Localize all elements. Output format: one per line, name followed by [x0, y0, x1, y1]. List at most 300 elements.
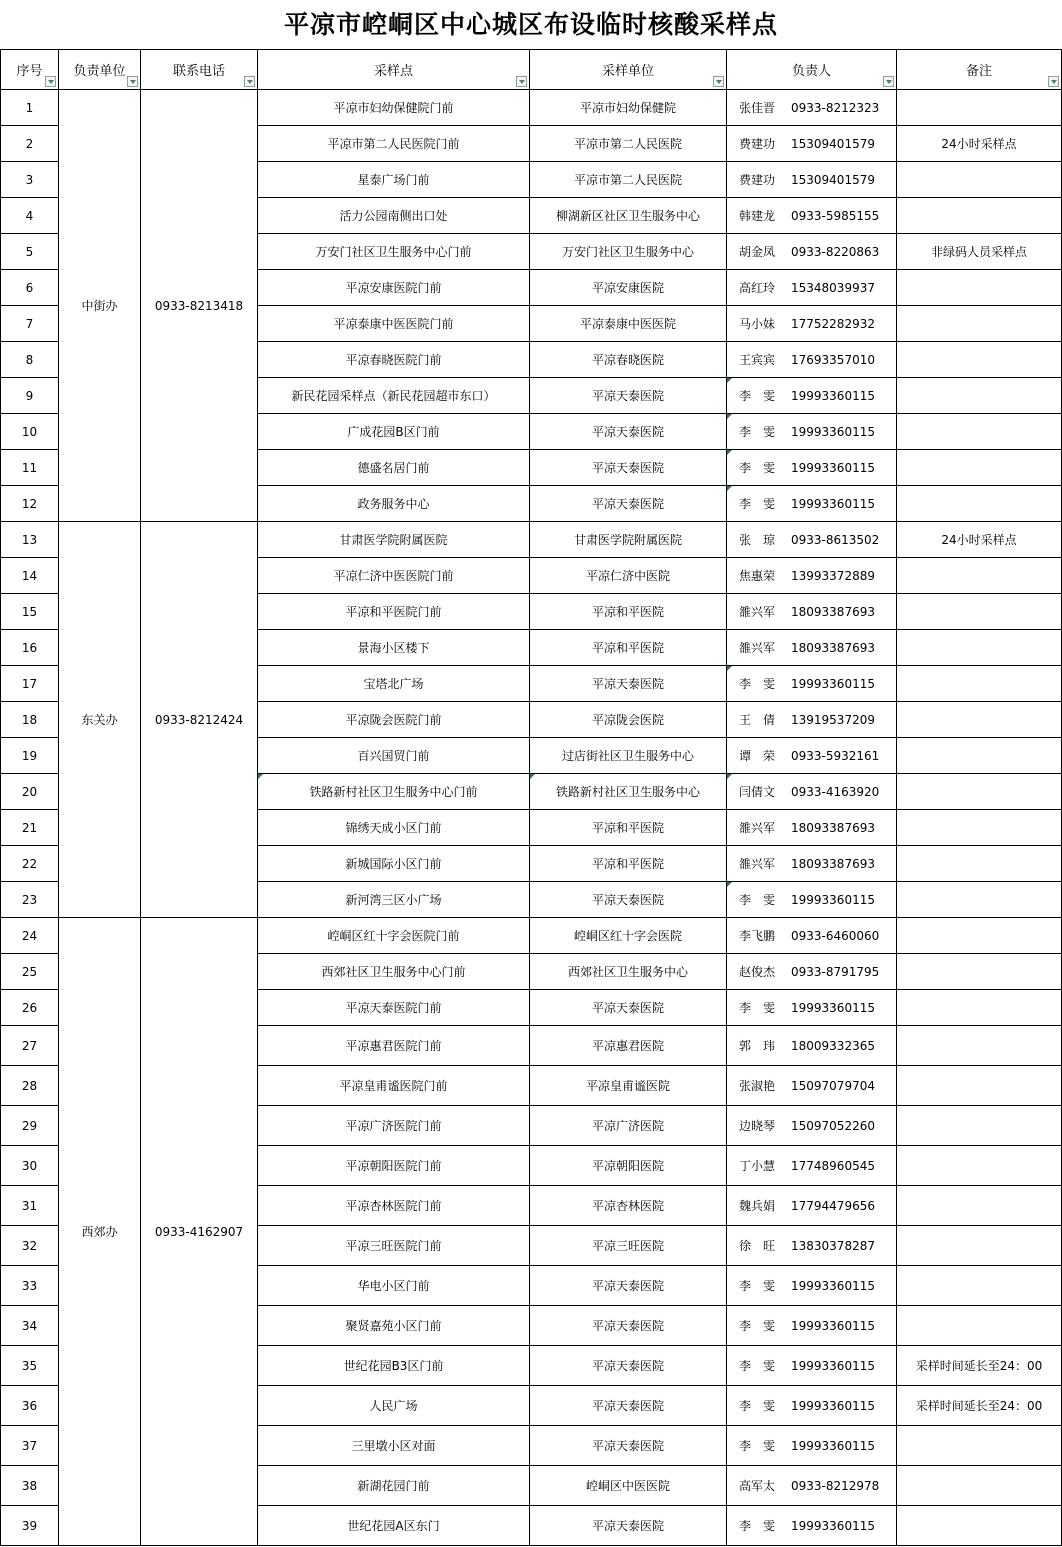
cell-no: 28 — [1, 1066, 59, 1106]
cell-site: 平凉市妇幼保健院门前 — [258, 90, 530, 126]
person-name: 边晓琴 — [739, 1119, 776, 1133]
cell-org: 平凉市第二人民医院 — [530, 162, 727, 198]
cell-org: 平凉天泰医院 — [530, 1266, 727, 1306]
cell-org: 平凉天泰医院 — [530, 990, 727, 1026]
person-contact — [739, 1077, 884, 1094]
cell-note — [897, 450, 1062, 486]
cell-note: 采样时间延长至24：00 — [897, 1386, 1062, 1426]
cell-no: 24 — [1, 918, 59, 954]
person-contact — [739, 1157, 884, 1174]
cell-note — [897, 990, 1062, 1026]
person-contact — [739, 1357, 884, 1374]
cell-note: 采样时间延长至24：00 — [897, 1346, 1062, 1386]
person-phone: 0933-8220863 — [791, 245, 880, 259]
cell-org: 平凉天泰医院 — [530, 450, 727, 486]
person-contact — [739, 783, 884, 800]
cell-site: 广成花园B区门前 — [258, 414, 530, 450]
header-note: 备注 — [897, 50, 1062, 90]
cell-org: 铁路新村社区卫生服务中心 — [530, 774, 727, 810]
cell-no: 21 — [1, 810, 59, 846]
page-title: 平凉市崆峒区中心城区布设临时核酸采样点 — [283, 10, 778, 39]
cell-note — [897, 1506, 1062, 1546]
cell-note: 24小时采样点 — [897, 522, 1062, 558]
cell-no: 35 — [1, 1346, 59, 1386]
cell-no: 36 — [1, 1386, 59, 1426]
cell-org: 平凉和平医院 — [530, 630, 727, 666]
person-phone: 19993360115 — [791, 1359, 875, 1373]
cell-person — [727, 1466, 897, 1506]
cell-person — [727, 1186, 897, 1226]
cell-person — [727, 1106, 897, 1146]
person-name: 雒兴军 — [739, 641, 776, 655]
person-contact — [739, 999, 884, 1016]
cell-note — [897, 738, 1062, 774]
cell-person — [727, 378, 897, 414]
cell-site: 平凉惠君医院门前 — [258, 1026, 530, 1066]
cell-org: 平凉天泰医院 — [530, 486, 727, 522]
cell-no: 29 — [1, 1106, 59, 1146]
cell-note — [897, 378, 1062, 414]
cell-site: 平凉广济医院门前 — [258, 1106, 530, 1146]
cell-note: 非绿码人员采样点 — [897, 234, 1062, 270]
cell-org: 平凉天泰医院 — [530, 378, 727, 414]
cell-site: 西郊社区卫生服务中心门前 — [258, 954, 530, 990]
cell-site: 人民广场 — [258, 1386, 530, 1426]
cell-site: 平凉杏林医院门前 — [258, 1186, 530, 1226]
cell-person — [727, 234, 897, 270]
filter-dropdown-icon[interactable] — [244, 76, 255, 87]
cell-site: 平凉天泰医院门前 — [258, 990, 530, 1026]
cell-person — [727, 1306, 897, 1346]
person-name: 费建功 — [739, 137, 776, 151]
person-phone: 15309401579 — [791, 137, 875, 151]
person-phone: 17748960545 — [791, 1159, 875, 1173]
person-contact — [739, 279, 884, 296]
cell-person — [727, 846, 897, 882]
filter-dropdown-icon[interactable] — [127, 76, 138, 87]
cell-person — [727, 198, 897, 234]
person-name: 胡金凤 — [739, 245, 776, 259]
cell-person — [727, 1266, 897, 1306]
person-name: 高军太 — [739, 1479, 776, 1493]
person-name: 韩建龙 — [739, 209, 776, 223]
person-phone: 18009332365 — [791, 1039, 875, 1053]
cell-person — [727, 306, 897, 342]
cell-note — [897, 90, 1062, 126]
cell-site: 平凉安康医院门前 — [258, 270, 530, 306]
person-name: 雒兴军 — [739, 857, 776, 871]
cell-phone: 0933-4162907 — [141, 918, 258, 1546]
cell-note — [897, 846, 1062, 882]
cell-org: 平凉和平医院 — [530, 594, 727, 630]
person-name: 丁小慧 — [739, 1159, 776, 1173]
cell-site: 平凉三旺医院门前 — [258, 1226, 530, 1266]
person-phone: 18093387693 — [791, 821, 875, 835]
cell-phone: 0933-8212424 — [141, 522, 258, 918]
cell-person — [727, 630, 897, 666]
person-contact — [739, 639, 884, 656]
header-site: 采样点 — [258, 50, 530, 90]
cell-person — [727, 1426, 897, 1466]
cell-note — [897, 918, 1062, 954]
person-name: 李 雯 — [739, 1001, 776, 1015]
cell-site: 世纪花园A区东门 — [258, 1506, 530, 1546]
cell-site: 三里墩小区对面 — [258, 1426, 530, 1466]
cell-no: 34 — [1, 1306, 59, 1346]
cell-note — [897, 342, 1062, 378]
person-phone: 19993360115 — [791, 1439, 875, 1453]
cell-person — [727, 90, 897, 126]
cell-no: 3 — [1, 162, 59, 198]
cell-site: 平凉朝阳医院门前 — [258, 1146, 530, 1186]
cell-person — [727, 1146, 897, 1186]
cell-org: 崆峒区红十字会医院 — [530, 918, 727, 954]
sampling-points-table — [0, 49, 1062, 1546]
cell-org: 崆峒区中医医院 — [530, 1466, 727, 1506]
header-unit: 负责单位 — [59, 50, 141, 90]
person-phone: 0933-5985155 — [791, 209, 880, 223]
cell-site: 崆峒区红十字会医院门前 — [258, 918, 530, 954]
person-name: 张 琼 — [739, 533, 776, 547]
cell-note — [897, 702, 1062, 738]
cell-org: 平凉三旺医院 — [530, 1226, 727, 1266]
person-name: 李 雯 — [739, 677, 776, 691]
cell-site: 世纪花园B3区门前 — [258, 1346, 530, 1386]
cell-note — [897, 1466, 1062, 1506]
person-phone: 13919537209 — [791, 713, 875, 727]
cell-org: 平凉惠君医院 — [530, 1026, 727, 1066]
cell-no: 26 — [1, 990, 59, 1026]
filter-dropdown-icon[interactable] — [883, 76, 894, 87]
person-name: 焦惠荣 — [739, 569, 776, 583]
cell-site: 万安门社区卫生服务中心门前 — [258, 234, 530, 270]
person-contact — [739, 603, 884, 620]
person-contact — [739, 315, 884, 332]
cell-site: 平凉春晓医院门前 — [258, 342, 530, 378]
cell-person — [727, 162, 897, 198]
cell-no: 13 — [1, 522, 59, 558]
cell-org: 平凉广济医院 — [530, 1106, 727, 1146]
cell-org: 平凉市妇幼保健院 — [530, 90, 727, 126]
person-contact — [739, 675, 884, 692]
cell-site: 平凉和平医院门前 — [258, 594, 530, 630]
person-name: 高红玲 — [739, 281, 776, 295]
person-contact — [739, 207, 884, 224]
person-name: 李 雯 — [739, 389, 776, 403]
person-name: 王宾宾 — [739, 353, 776, 367]
person-phone: 0933-4163920 — [791, 785, 880, 799]
person-name: 费建功 — [739, 173, 776, 187]
cell-site: 政务服务中心 — [258, 486, 530, 522]
cell-site: 聚贤嘉苑小区门前 — [258, 1306, 530, 1346]
cell-no: 2 — [1, 126, 59, 162]
cell-no: 16 — [1, 630, 59, 666]
cell-org: 平凉朝阳医院 — [530, 1146, 727, 1186]
person-contact — [739, 1437, 884, 1454]
person-name: 闫倩文 — [739, 785, 776, 799]
cell-site: 平凉皇甫谧医院门前 — [258, 1066, 530, 1106]
cell-note — [897, 594, 1062, 630]
person-contact — [739, 855, 884, 872]
person-contact — [739, 495, 884, 512]
cell-unit: 东关办 — [59, 522, 141, 918]
cell-no: 39 — [1, 1506, 59, 1546]
cell-org: 平凉天泰医院 — [530, 1346, 727, 1386]
person-phone: 13830378287 — [791, 1239, 875, 1253]
cell-person — [727, 126, 897, 162]
person-phone: 0933-8613502 — [791, 533, 880, 547]
cell-no: 9 — [1, 378, 59, 414]
person-contact — [739, 567, 884, 584]
cell-note — [897, 1306, 1062, 1346]
cell-person — [727, 990, 897, 1026]
cell-person — [727, 450, 897, 486]
filter-dropdown-icon[interactable] — [516, 76, 527, 87]
person-phone: 19993360115 — [791, 461, 875, 475]
cell-site: 锦绣天成小区门前 — [258, 810, 530, 846]
cell-person — [727, 342, 897, 378]
cell-note — [897, 1226, 1062, 1266]
cell-note — [897, 270, 1062, 306]
table-row — [1, 90, 1062, 126]
cell-org: 平凉仁济中医院 — [530, 558, 727, 594]
person-phone: 0933-8212978 — [791, 1479, 880, 1493]
cell-no: 31 — [1, 1186, 59, 1226]
cell-person — [727, 1386, 897, 1426]
cell-no: 19 — [1, 738, 59, 774]
filter-dropdown-icon[interactable] — [713, 76, 724, 87]
person-contact — [739, 1477, 884, 1494]
cell-person — [727, 918, 897, 954]
person-name: 张淑艳 — [739, 1079, 776, 1093]
cell-site: 平凉陇会医院门前 — [258, 702, 530, 738]
cell-no: 25 — [1, 954, 59, 990]
cell-person — [727, 774, 897, 810]
person-name: 李 雯 — [739, 1439, 776, 1453]
person-contact — [739, 459, 884, 476]
person-contact — [739, 1517, 884, 1534]
header-row — [1, 50, 1062, 90]
cell-no: 4 — [1, 198, 59, 234]
cell-no: 8 — [1, 342, 59, 378]
person-phone: 0933-5932161 — [791, 749, 880, 763]
cell-site: 新湖花园门前 — [258, 1466, 530, 1506]
cell-unit: 中街办 — [59, 90, 141, 522]
cell-org: 平凉泰康中医医院 — [530, 306, 727, 342]
cell-note — [897, 666, 1062, 702]
person-contact — [739, 243, 884, 260]
person-phone: 19993360115 — [791, 1001, 875, 1015]
header-org: 采样单位 — [530, 50, 727, 90]
table-row — [1, 522, 1062, 558]
cell-site: 宝塔北广场 — [258, 666, 530, 702]
cell-no: 10 — [1, 414, 59, 450]
cell-note — [897, 810, 1062, 846]
cell-no: 1 — [1, 90, 59, 126]
cell-note — [897, 630, 1062, 666]
cell-org: 平凉天泰医院 — [530, 414, 727, 450]
cell-org: 平凉天泰医院 — [530, 882, 727, 918]
cell-person — [727, 1066, 897, 1106]
cell-phone: 0933-8213418 — [141, 90, 258, 522]
person-phone: 15097079704 — [791, 1079, 875, 1093]
cell-no: 23 — [1, 882, 59, 918]
cell-person — [727, 1346, 897, 1386]
cell-person — [727, 1226, 897, 1266]
person-name: 雒兴军 — [739, 821, 776, 835]
cell-note — [897, 414, 1062, 450]
cell-org: 平凉市第二人民医院 — [530, 126, 727, 162]
cell-person — [727, 522, 897, 558]
cell-site: 新民花园采样点（新民花园超市东口） — [258, 378, 530, 414]
person-contact — [739, 135, 884, 152]
person-name: 雒兴军 — [739, 605, 776, 619]
person-name: 李 雯 — [739, 497, 776, 511]
cell-no: 12 — [1, 486, 59, 522]
person-contact — [739, 423, 884, 440]
cell-no: 6 — [1, 270, 59, 306]
cell-person — [727, 414, 897, 450]
table-row — [1, 918, 1062, 954]
cell-no: 30 — [1, 1146, 59, 1186]
person-name: 李飞鹏 — [739, 929, 776, 943]
person-name: 李 雯 — [739, 461, 776, 475]
person-contact — [739, 1197, 884, 1214]
person-phone: 19993360115 — [791, 389, 875, 403]
person-contact — [739, 1117, 884, 1134]
cell-person — [727, 666, 897, 702]
person-contact — [739, 711, 884, 728]
person-contact — [739, 171, 884, 188]
cell-org: 平凉天泰医院 — [530, 1506, 727, 1546]
person-name: 谭 荣 — [739, 749, 776, 763]
cell-org: 过店街社区卫生服务中心 — [530, 738, 727, 774]
cell-note — [897, 1066, 1062, 1106]
person-contact — [739, 1317, 884, 1334]
cell-site: 活力公园南侧出口处 — [258, 198, 530, 234]
cell-org: 平凉天泰医院 — [530, 1426, 727, 1466]
cell-note — [897, 1186, 1062, 1226]
cell-note — [897, 1266, 1062, 1306]
cell-person — [727, 270, 897, 306]
cell-person — [727, 882, 897, 918]
person-contact — [739, 1237, 884, 1254]
person-contact — [739, 531, 884, 548]
cell-org: 平凉和平医院 — [530, 846, 727, 882]
cell-no: 15 — [1, 594, 59, 630]
cell-site: 铁路新村社区卫生服务中心门前 — [258, 774, 530, 810]
person-phone: 15309401579 — [791, 173, 875, 187]
cell-no: 17 — [1, 666, 59, 702]
person-contact — [739, 351, 884, 368]
person-name: 李 雯 — [739, 1399, 776, 1413]
cell-org: 平凉春晓医院 — [530, 342, 727, 378]
cell-no: 7 — [1, 306, 59, 342]
person-contact — [739, 819, 884, 836]
cell-org: 平凉杏林医院 — [530, 1186, 727, 1226]
cell-person — [727, 1506, 897, 1546]
person-phone: 19993360115 — [791, 1319, 875, 1333]
person-contact — [739, 927, 884, 944]
person-phone: 18093387693 — [791, 857, 875, 871]
person-phone: 17693357010 — [791, 353, 875, 367]
cell-site: 华电小区门前 — [258, 1266, 530, 1306]
person-name: 李 雯 — [739, 893, 776, 907]
person-name: 徐 旺 — [739, 1239, 776, 1253]
cell-org: 平凉皇甫谧医院 — [530, 1066, 727, 1106]
cell-no: 37 — [1, 1426, 59, 1466]
cell-note — [897, 1146, 1062, 1186]
cell-site: 平凉仁济中医医院门前 — [258, 558, 530, 594]
cell-note — [897, 558, 1062, 594]
cell-person — [727, 558, 897, 594]
person-phone: 0933-8212323 — [791, 101, 880, 115]
cell-person — [727, 594, 897, 630]
person-phone: 0933-6460060 — [791, 929, 880, 943]
filter-dropdown-icon[interactable] — [45, 76, 56, 87]
person-name: 郭 玮 — [739, 1039, 776, 1053]
person-contact — [739, 387, 884, 404]
cell-site: 平凉泰康中医医院门前 — [258, 306, 530, 342]
cell-note — [897, 162, 1062, 198]
cell-no: 20 — [1, 774, 59, 810]
cell-site: 新城国际小区门前 — [258, 846, 530, 882]
cell-note — [897, 306, 1062, 342]
cell-org: 平凉和平医院 — [530, 810, 727, 846]
cell-note — [897, 1426, 1062, 1466]
cell-org: 西郊社区卫生服务中心 — [530, 954, 727, 990]
cell-site: 星泰广场门前 — [258, 162, 530, 198]
cell-site: 新河湾三区小广场 — [258, 882, 530, 918]
cell-site: 德盛名居门前 — [258, 450, 530, 486]
cell-no: 38 — [1, 1466, 59, 1506]
person-contact — [739, 1277, 884, 1294]
person-phone: 19993360115 — [791, 893, 875, 907]
person-name: 王 倩 — [739, 713, 776, 727]
person-contact — [739, 891, 884, 908]
person-name: 李 雯 — [739, 1519, 776, 1533]
person-phone: 0933-8791795 — [791, 965, 880, 979]
cell-note — [897, 882, 1062, 918]
person-phone: 13993372889 — [791, 569, 875, 583]
person-name: 李 雯 — [739, 1319, 776, 1333]
header-phone: 联系电话 — [141, 50, 258, 90]
cell-unit: 西郊办 — [59, 918, 141, 1546]
cell-no: 27 — [1, 1026, 59, 1066]
cell-org: 平凉天泰医院 — [530, 666, 727, 702]
person-phone: 19993360115 — [791, 677, 875, 691]
cell-no: 14 — [1, 558, 59, 594]
header-no: 序号 — [1, 50, 59, 90]
person-name: 马小妹 — [739, 317, 776, 331]
person-contact — [739, 1037, 884, 1054]
person-name: 魏兵娟 — [739, 1199, 776, 1213]
person-phone: 17752282932 — [791, 317, 875, 331]
cell-note — [897, 1106, 1062, 1146]
cell-note — [897, 1026, 1062, 1066]
person-phone: 18093387693 — [791, 641, 875, 655]
person-phone: 17794479656 — [791, 1199, 875, 1213]
filter-dropdown-icon[interactable] — [1048, 76, 1059, 87]
cell-person — [727, 702, 897, 738]
person-name: 赵俊杰 — [739, 965, 776, 979]
person-phone: 19993360115 — [791, 1519, 875, 1533]
cell-note: 24小时采样点 — [897, 126, 1062, 162]
cell-no: 22 — [1, 846, 59, 882]
cell-site: 百兴国贸门前 — [258, 738, 530, 774]
cell-org: 平凉安康医院 — [530, 270, 727, 306]
person-contact — [739, 99, 884, 116]
